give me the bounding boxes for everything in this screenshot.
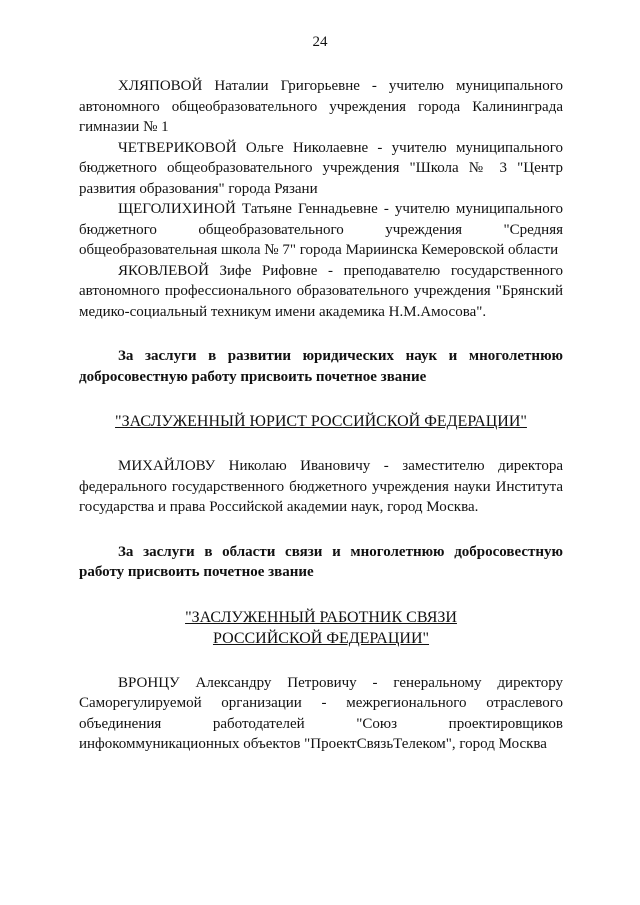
document-body bbox=[79, 76, 563, 755]
entry-paragraph: ХЛЯПОВОЙ Наталии Григорьевне - учителю муниципального автономного общеобразовательного учреждения города Калининграда гимназии № 1 bbox=[79, 78, 563, 135]
award-heading: За заслуги в области связи и многолетнюю добросовестную работу присвоить почетное звание bbox=[79, 543, 563, 580]
award-heading: За заслуги в развитии юридических наук и многолетнюю добросовестную работу присвоить почетное звание bbox=[79, 348, 563, 385]
award-title-line: "ЗАСЛУЖЕННЫЙ РАБОТНИК СВЯЗИ bbox=[185, 608, 457, 626]
entry-paragraph: ВРОНЦУ Александру Петровичу - генеральному директору Саморегулируемой организации - межрегионального отраслевого объединения работодателей "Союз проектировщиков инфокоммуникационных объектов "ПроектСвязьТелеком", город Москва bbox=[79, 674, 563, 752]
award-title: "ЗАСЛУЖЕННЫЙ ЮРИСТ РОССИЙСКОЙ ФЕДЕРАЦИИ" bbox=[115, 413, 527, 430]
entry-paragraph: ЩЕГОЛИХИНОЙ Татьяне Геннадьевне - учителю муниципального бюджетного общеобразовательного учреждения "Средняя общеобразовательная школа № 7" города Мариинска Кемеровской области bbox=[79, 201, 563, 258]
award-title-line: РОССИЙСКОЙ ФЕДЕРАЦИИ" bbox=[212, 629, 430, 647]
entry-paragraph: ЧЕТВЕРИКОВОЙ Ольге Николаевне - учителю муниципального бюджетного общеобразовательного учреждения "Школа № 3 "Центр развития образования" города Рязани bbox=[79, 139, 563, 197]
entry-paragraph: ЯКОВЛЕВОЙ Зифе Рифовне - преподавателю государственного автономного профессионального образовательного учреждения "Брянский медико-социальный техникум имени академика Н.М.Амосова". bbox=[79, 262, 563, 320]
page-number: 24 bbox=[312, 34, 328, 50]
entry-paragraph: МИХАЙЛОВУ Николаю Ивановичу - заместителю директора федерального государственного бюджетного учреждения науки Института государства и права Российской академии наук, город Москва. bbox=[79, 458, 563, 515]
